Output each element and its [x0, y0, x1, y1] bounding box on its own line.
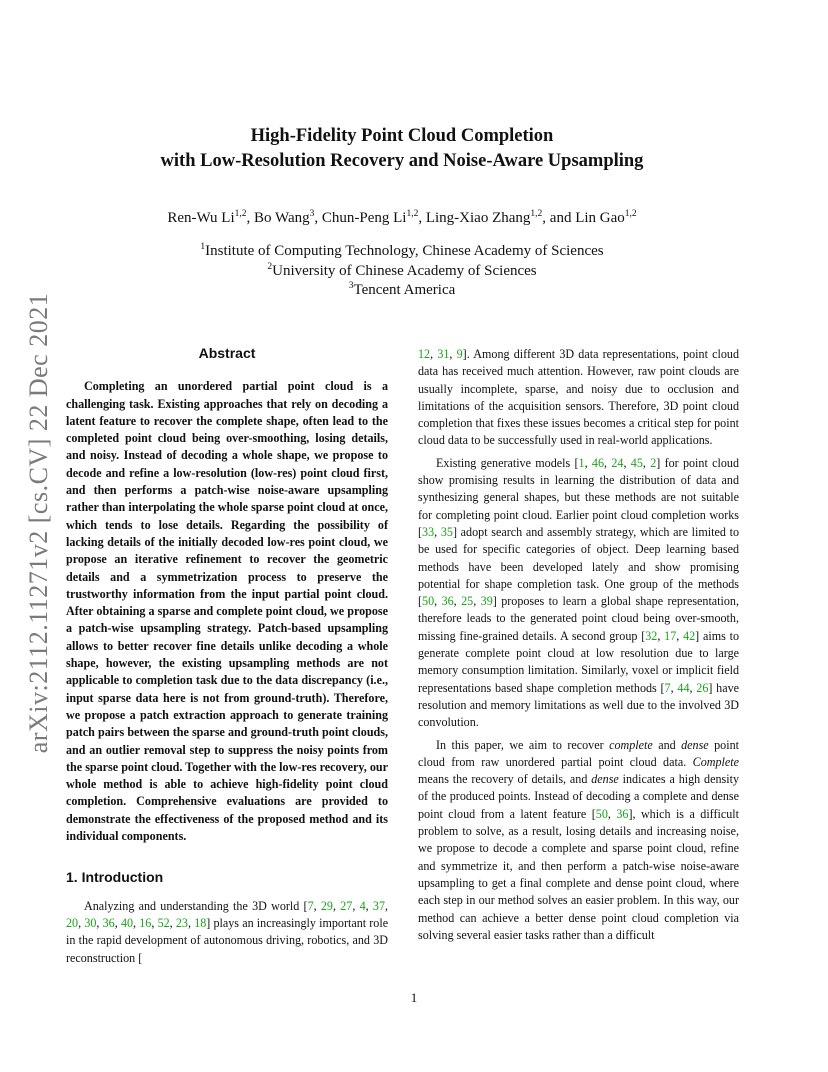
emphasis: dense: [681, 737, 709, 752]
citation-link[interactable]: 42: [683, 628, 696, 643]
author-separator: , and: [542, 210, 576, 226]
affiliation: [80, 262, 724, 282]
citation-link[interactable]: 50: [595, 806, 608, 821]
page-number: 1: [410, 990, 418, 1005]
text-span: ] proposes to learn a global shape representation, therefore leads to the generated point cloud being over-smooth, missing fine-grained details. A second group [: [418, 594, 740, 643]
citation-link[interactable]: 32: [645, 628, 658, 643]
text-span: means the recovery of details, and: [418, 772, 592, 787]
citation-link[interactable]: 52: [157, 915, 170, 930]
intro-paragraph-1: Analyzing and understanding the 3D world [7, 29, 27, 4, 37, 20, 30, 36, 40, 16, 52, 23, 18] plays an increasingly important role in the rapid development of autonomous driving, robotics, and 3D reconstruction [: [66, 898, 389, 965]
citation-link[interactable]: 25: [461, 594, 474, 609]
text-span: ] adopt search and assembly strategy, which are limited to be used for specific categories of object. Deep learning based methods have been developed lately and show promising potential for shape completion task. One group of the methods [: [418, 524, 740, 609]
citation-link[interactable]: 36: [441, 594, 454, 609]
affiliation-name: University of Chinese Academy of Sciences: [272, 262, 537, 279]
affiliation-name: Institute of Computing Technology, Chinese Academy of Sciences: [205, 243, 604, 259]
author-separator: ,: [314, 210, 322, 226]
citation-link[interactable]: 23: [175, 915, 188, 930]
citation-link[interactable]: 39: [480, 594, 493, 609]
affiliation-sup: 1: [200, 242, 206, 252]
citation-link[interactable]: 26: [696, 680, 709, 695]
text-span: ], which is a difficult problem to solve, as a result, losing details and increasing noise, we propose to decode a complete and sparse point cloud, refine and symmetrize it, and then perform a patch-wise noise-aware upsampling to get a final complete and dense point cloud, where each step in our method solves an easier problem. In this way, our method can achieve a better dense point cloud completion via solving several easier tasks rather than a difficult: [418, 806, 740, 942]
author-name: Lin Gao: [575, 210, 625, 226]
citation-link[interactable]: 36: [616, 806, 629, 821]
abstract-heading: Abstract: [198, 345, 256, 361]
emphasis: Complete: [692, 754, 739, 769]
citation-link[interactable]: 9: [456, 347, 463, 361]
text-span: ] have resolution and memory limitations as well due to the involved 3D convolution.: [418, 680, 739, 730]
intro-paragraph-1-continued: 12, 31, 9]. Among different 3D data representations, point cloud data has received much attention. However, raw point clouds are usually incomplete, sparse, and noisy due to occlusion and limitations of the acquisition sensors. Therefore, 3D point cloud completion that fixes these issues becomes a critical step for point cloud data to be successfully used in real-world applications.: [418, 347, 739, 448]
affiliation: [80, 281, 724, 301]
citation-link[interactable]: 16: [139, 915, 152, 930]
left-column: [66, 345, 388, 967]
citation-link[interactable]: 46: [591, 455, 605, 470]
author-affil-sup: 1,2: [406, 209, 419, 219]
text-span: ] aims to generate complete point cloud at low resolution due to large memory consumption limitation. Similarly, voxel or implicit field representations based shape completion methods [: [418, 628, 740, 695]
citation-link[interactable]: 40: [120, 915, 134, 930]
citation-link[interactable]: 45: [630, 455, 643, 470]
author-affil-sup: 3: [309, 209, 315, 219]
text-span: ]. Among different 3D data representations, point cloud data has received much attention. However, raw point clouds are usually incomplete, sparse, and noisy due to occlusion and limitations of the acquisition sensors. Therefore, 3D point cloud completion that fixes these issues becomes a critical step for point cloud data to be successfully used in real-world applications.: [418, 347, 739, 448]
author-name: Chun-Peng Li: [321, 210, 407, 226]
citation-link[interactable]: 50: [422, 594, 435, 609]
citation-link[interactable]: 24: [611, 455, 624, 470]
citation-link[interactable]: 2: [650, 455, 657, 470]
citation-link[interactable]: 20: [66, 915, 79, 930]
abstract-body: Completing an unordered partial point cloud is a challenging task. Existing approaches that rely on decoding a latent feature to recover the complete shape, often lead to the completed point cloud being over-smoothing, losing details, and noisy. Instead of decoding a whole shape, we propose to decode and refine a low-resolution (low-res) point cloud first, and then performs a patch-wise noise-aware upsampling rather than interpolating the whole sparse point cloud at once, which tends to lose details. Regarding the possibility of lacking details of the initially decoded low-res point cloud, we propose an iterative refinement to recover the geometric details and a symmetrization process to preserve the trustworthy information from the input partial point cloud. After obtaining a sparse and complete point cloud, we propose a patch-wise upsampling strategy. Patch-based upsampling allows to better recover fine details unlike decoding a whole shape, however, the existing upsampling methods are not applicable to completion task due to the data discrepancy (i.e., input sparse data here is not from ground-truth). Therefore, we propose a patch extraction approach to generate training patch pairs between the sparse and ground-truth point clouds, and an outlier removal step to suppress the noisy points from the sparse point cloud. Together with the low-res recovery, our whole method is able to achieve high-fidelity point cloud completion. Comprehensive evaluations are provided to demonstrate the effectiveness of the proposed method and its individual components.: [66, 379, 388, 844]
paper-title: [80, 124, 724, 174]
affiliation-list: [80, 242, 724, 301]
citation-link[interactable]: 27: [340, 898, 353, 913]
affiliation: [80, 242, 724, 262]
citation-link[interactable]: 35: [440, 524, 453, 539]
title-line-2: with Low-Resolution Recovery and Noise-Aware Upsampling: [160, 151, 644, 171]
author-affil-sup: 1,2: [624, 209, 637, 219]
citation-link[interactable]: 44: [677, 680, 690, 695]
introduction-heading: 1. Introduction: [66, 869, 164, 886]
arxiv-stamp: [20, 285, 58, 760]
citation-link[interactable]: 18: [194, 915, 207, 930]
citation-link[interactable]: 36: [102, 915, 115, 930]
citation-link[interactable]: 37: [372, 898, 385, 913]
citation-link[interactable]: 7: [664, 680, 671, 695]
affiliation-sup: 3: [348, 281, 354, 291]
affiliation-sup: 2: [267, 261, 273, 272]
author-name: Ren-Wu Li: [167, 210, 235, 226]
citation-link[interactable]: 1: [578, 455, 585, 470]
intro-paragraph-2: Existing generative models [1, 46, 24, 45, 2] for point cloud show promising results in learning the distribution of data and synthesizing general shapes, but these methods are not suitable for completing point cloud. Earlier point cloud completion works [33, 35] adopt search and assembly strategy, which are limited to be used for specific categories of object. Deep learning based methods have been developed lately and show promising potential for shape completion task. One group of the methods [50, 36, 25, 39] proposes to learn a global shape representation, therefore leads to the generated point cloud being over-smooth, missing fine-grained details. A second group [32, 17, 42] aims to generate complete point cloud at low resolution due to large memory consumption limitation. Similarly, voxel or implicit field representations based shape completion methods [7, 44, 26] have resolution and memory limitations as well due to the involved 3D convolution.: [418, 455, 740, 730]
text-span: Analyzing and understanding the 3D world [: [84, 898, 308, 913]
citation-link[interactable]: 4: [359, 898, 366, 913]
citation-link[interactable]: 33: [422, 524, 435, 539]
text-span: Existing generative models [: [436, 455, 579, 470]
text-span: point cloud from raw unordered partial point cloud data.: [418, 737, 739, 769]
title-line-1: High-Fidelity Point Cloud Completion: [250, 126, 554, 146]
arxiv-identifier: arXiv:2112.11271v2 [cs.CV] 22 Dec 2021: [24, 292, 54, 753]
emphasis: dense: [591, 772, 619, 787]
text-span: indicates a high density of the produced points. Instead of decoding a complete and dense point cloud from a latent feature [: [418, 772, 739, 821]
author-name: Bo Wang: [254, 210, 310, 226]
citation-link[interactable]: 30: [84, 915, 97, 930]
author-name: Ling-Xiao Zhang: [425, 210, 531, 226]
intro-paragraph-3: In this paper, we aim to recover complete and dense point cloud from raw unordered partial point cloud data. Complete means the recovery of details, and dense indicates a high density of the produced points. Instead of decoding a complete and dense point cloud from a latent feature [50, 36], which is a difficult problem to solve, as a result, losing details and increasing noise, we propose to decode a complete and sparse point cloud, refine and symmetrize it, and then perform a patch-wise noise-aware upsampling to get a final complete and dense point cloud, where each step in our method solves an easier problem. In this way, our method can achieve a better dense point cloud completion via solving several easier tasks rather than a difficult: [418, 737, 740, 942]
citation-link[interactable]: 17: [664, 628, 677, 643]
author-separator: ,: [246, 210, 255, 226]
citation-link[interactable]: 31: [437, 347, 450, 361]
text-span: ] for point cloud show promising results in learning the distribution of data and synthesizing general shapes, but these methods are not suitable for completing point cloud. Earlier point cloud completion works [: [418, 455, 739, 539]
citation-link[interactable]: 7: [307, 898, 314, 913]
emphasis: complete: [609, 737, 653, 752]
affiliation-name: Tencent America: [353, 282, 456, 298]
citation-link[interactable]: 12: [418, 347, 431, 361]
text-span: In this paper, we aim to recover: [436, 737, 610, 752]
right-column: [418, 346, 739, 944]
author-affil-sup: 1,2: [234, 209, 247, 219]
text-span: and: [652, 737, 682, 752]
author-affil-sup: 1,2: [530, 209, 543, 219]
author-separator: ,: [418, 210, 426, 226]
text-span: ] plays an increasingly important role in the rapid development of autonomous driving, robotics, and 3D reconstruction [: [66, 915, 389, 965]
citation-link[interactable]: 29: [320, 898, 333, 913]
author-list: [80, 208, 724, 228]
